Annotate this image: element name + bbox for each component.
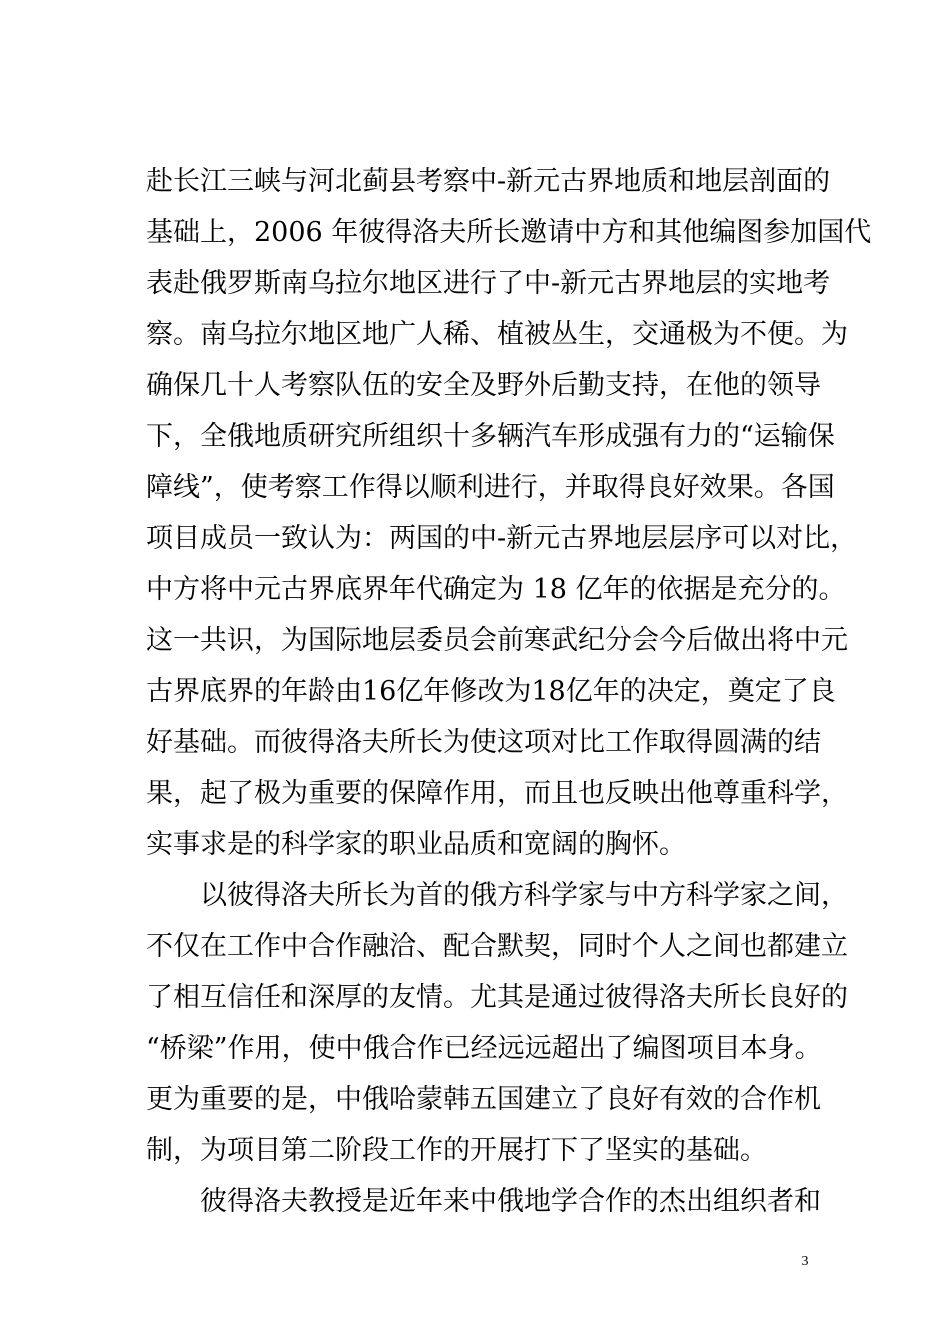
text-line: 不仅在工作中合作融洽、配合默契，同时个人之间也都建立 — [146, 931, 848, 962]
text-line: 障线”，使考察工作得以顺利进行，并取得良好效果。各国 — [146, 472, 835, 503]
body-text — [146, 156, 872, 1227]
text-line: 果，起了极为重要的保障作用，而且也反映出他尊重科学， — [146, 778, 848, 809]
text-line: 基础上，2006 年彼得洛夫所长邀请中方和其他编图参加国代 — [146, 217, 872, 248]
text-line: 好基础。而彼得洛夫所长为使这项对比工作取得圆满的结 — [146, 727, 821, 758]
text-line: 项目成员一致认为：两国的中-新元古界地层层序可以对比， — [146, 523, 858, 554]
text-line-paragraph-end: 制，为项目第二阶段工作的开展打下了坚实的基础。 — [146, 1135, 767, 1166]
text-line: 中方将中元古界底界年代确定为 18 亿年的依据是充分的。 — [146, 574, 846, 605]
page-number: 3 — [801, 1254, 809, 1269]
text-line: 确保几十人考察队伍的安全及野外后勤支持，在他的领导 — [146, 370, 821, 401]
text-line-paragraph-start: 以彼得洛夫所长为首的俄方科学家与中方科学家之间， — [200, 880, 848, 911]
text-line: 了相互信任和深厚的友情。尤其是通过彼得洛夫所长良好的 — [146, 982, 848, 1013]
text-line: 察。南乌拉尔地区地广人稀、植被丛生，交通极为不便。为 — [146, 319, 848, 350]
text-line: “桥梁”作用，使中俄合作已经远远超出了编图项目本身。 — [146, 1033, 822, 1064]
text-line: 赴长江三峡与河北蓟县考察中-新元古界地质和地层剖面的 — [146, 166, 831, 197]
text-line: 表赴俄罗斯南乌拉尔地区进行了中-新元古界地层的实地考 — [146, 268, 831, 299]
text-line-paragraph-start: 彼得洛夫教授是近年来中俄地学合作的杰出组织者和 — [200, 1186, 821, 1217]
text-line: 更为重要的是，中俄哈蒙韩五国建立了良好有效的合作机 — [146, 1084, 821, 1115]
text-line: 这一共识，为国际地层委员会前寒武纪分会今后做出将中元 — [146, 625, 848, 656]
text-line: 下，全俄地质研究所组织十多辆汽车形成强有力的“运输保 — [146, 421, 835, 452]
text-line-paragraph-end: 实事求是的科学家的职业品质和宽阔的胸怀。 — [146, 829, 686, 860]
text-line: 古界底界的年龄由16亿年修改为18亿年的决定，奠定了良 — [146, 676, 836, 707]
